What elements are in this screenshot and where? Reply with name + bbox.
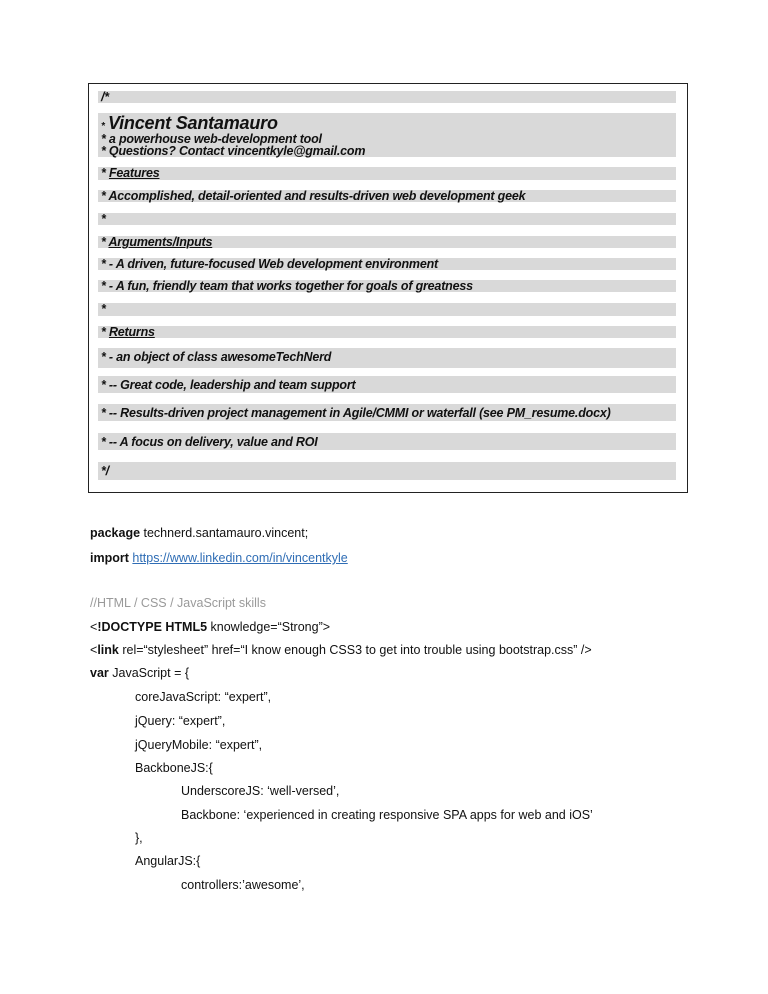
author-name: Vincent Santamauro xyxy=(107,113,278,133)
var-line xyxy=(90,665,189,681)
attribute: rel=“stylesheet” href=“I know enough CSS3 to get into trouble using bootstrap.css” /> xyxy=(118,643,592,657)
header-block xyxy=(98,113,676,157)
code-line: jQuery: “expert”, xyxy=(135,714,226,728)
code-line: }, xyxy=(135,831,143,845)
link-line xyxy=(90,642,592,658)
code-line: Backbone: ‘experienced in creating responsive SPA apps for web and iOS’ xyxy=(181,808,593,822)
keyword: !DOCTYPE HTML5 xyxy=(97,620,208,634)
argument-item: * - A fun, friendly team that works together for goals of greatness xyxy=(98,280,676,292)
blank-line: * xyxy=(98,213,676,225)
return-item: * -- Great code, leadership and team support xyxy=(98,376,676,393)
returns-heading xyxy=(98,326,676,338)
attribute: knowledge=“Strong”> xyxy=(207,620,331,634)
code-line: UnderscoreJS: ‘well-versed’, xyxy=(181,784,340,798)
code-line: coreJavaScript: “expert”, xyxy=(135,690,272,704)
star: * xyxy=(101,325,109,339)
code-line: controllers:’awesome’, xyxy=(181,878,305,892)
arguments-label: Arguments/Inputs xyxy=(108,235,213,249)
keyword: package xyxy=(90,526,141,540)
feature-item: * Accomplished, detail-oriented and results-driven web development geek xyxy=(98,190,676,202)
blank-line: * xyxy=(98,303,676,316)
star: * xyxy=(101,166,109,180)
tagline: * a powerhouse web-development tool xyxy=(101,132,322,146)
code-line: jQueryMobile: “expert”, xyxy=(135,738,263,752)
package-name: technerd.santamauro.vincent; xyxy=(140,526,309,540)
bracket: < xyxy=(90,643,98,657)
linkedin-link[interactable]: https://www.linkedin.com/in/vincentkyle xyxy=(132,551,348,565)
package-line xyxy=(90,525,308,541)
code-line: AngularJS:{ xyxy=(135,854,201,868)
return-item: * -- Results-driven project management in Agile/CMMI or waterfall (see PM_resume.docx) xyxy=(98,404,676,421)
name-star: * xyxy=(101,121,105,132)
features-heading xyxy=(98,167,676,180)
comment-open: /* xyxy=(98,91,676,103)
returns-label: Returns xyxy=(108,325,155,339)
argument-item: * - A driven, future-focused Web development environment xyxy=(98,258,676,270)
import-line xyxy=(90,550,348,566)
bracket: < xyxy=(90,620,98,634)
code-line: BackboneJS:{ xyxy=(135,761,213,775)
keyword: var xyxy=(90,666,109,680)
arguments-heading xyxy=(98,236,676,248)
code-comment: //HTML / CSS / JavaScript skills xyxy=(90,596,266,610)
contact-line: * Questions? Contact vincentkyle@gmail.com xyxy=(101,144,366,158)
doctype-line xyxy=(90,619,330,635)
var-declaration: JavaScript = { xyxy=(108,666,190,680)
keyword: link xyxy=(97,643,119,657)
star: * xyxy=(101,235,109,249)
return-item: * - an object of class awesomeTechNerd xyxy=(98,348,676,368)
return-item: * -- A focus on delivery, value and ROI xyxy=(98,433,676,450)
keyword: import xyxy=(90,551,129,565)
features-label: Features xyxy=(108,166,160,180)
comment-close: */ xyxy=(98,462,676,480)
